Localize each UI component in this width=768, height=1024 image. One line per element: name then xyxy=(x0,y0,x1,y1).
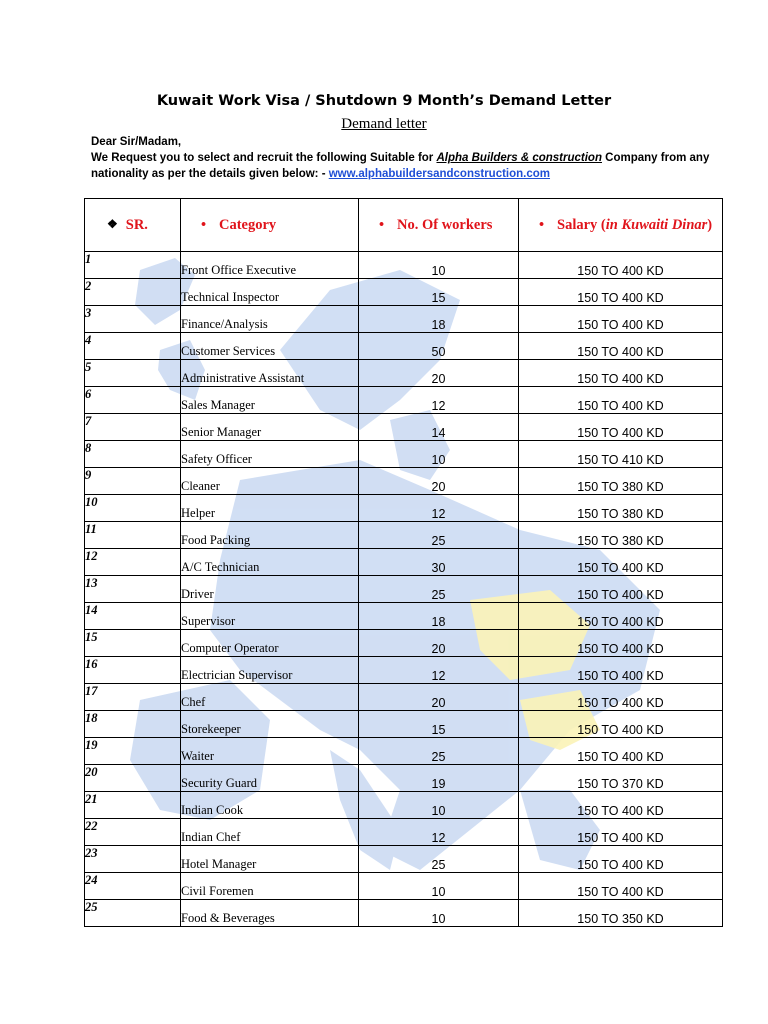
header-sr xyxy=(85,199,181,252)
row-sr: 10 xyxy=(85,495,181,522)
row-sr: 13 xyxy=(85,576,181,603)
row-salary: 150 TO 370 KD xyxy=(519,765,723,792)
row-workers: 12 xyxy=(359,495,519,522)
salary-italic: in Kuwaiti Dinar xyxy=(605,216,708,233)
row-category: Cleaner xyxy=(181,468,359,495)
row-workers: 15 xyxy=(359,279,519,306)
table-body xyxy=(85,252,723,927)
row-workers: 18 xyxy=(359,603,519,630)
request-line-1 xyxy=(91,150,731,166)
table-row xyxy=(85,738,723,765)
table-row xyxy=(85,441,723,468)
row-workers: 18 xyxy=(359,306,519,333)
table-row xyxy=(85,495,723,522)
row-sr: 3 xyxy=(85,306,181,333)
intro-paragraph xyxy=(91,134,731,182)
header-category-label: Category xyxy=(219,216,277,233)
row-workers: 12 xyxy=(359,387,519,414)
row-salary: 150 TO 400 KD xyxy=(519,360,723,387)
row-salary: 150 TO 410 KD xyxy=(519,441,723,468)
header-salary-label xyxy=(557,217,712,234)
row-sr: 6 xyxy=(85,387,181,414)
row-salary: 150 TO 400 KD xyxy=(519,252,723,279)
table-row xyxy=(85,333,723,360)
row-salary: 150 TO 400 KD xyxy=(519,576,723,603)
row-sr: 12 xyxy=(85,549,181,576)
page-title: Kuwait Work Visa / Shutdown 9 Month’s Demand Letter xyxy=(156,93,612,109)
row-category: Customer Services xyxy=(181,333,359,360)
row-category: Finance/Analysis xyxy=(181,306,359,333)
row-salary: 150 TO 400 KD xyxy=(519,603,723,630)
row-salary: 150 TO 400 KD xyxy=(519,414,723,441)
website-link[interactable]: www.alphabuildersandconstruction.com xyxy=(328,168,551,180)
table-row xyxy=(85,414,723,441)
row-sr: 18 xyxy=(85,711,181,738)
table-row xyxy=(85,846,723,873)
row-workers: 25 xyxy=(359,522,519,549)
row-category: Security Guard xyxy=(181,765,359,792)
row-sr: 14 xyxy=(85,603,181,630)
row-salary: 150 TO 400 KD xyxy=(519,387,723,414)
table-row xyxy=(85,549,723,576)
row-category: Indian Chef xyxy=(181,819,359,846)
table-row xyxy=(85,900,723,927)
row-sr: 8 xyxy=(85,441,181,468)
row-salary: 150 TO 380 KD xyxy=(519,522,723,549)
row-category: Electrician Supervisor xyxy=(181,657,359,684)
header-category xyxy=(181,199,359,252)
row-workers: 15 xyxy=(359,711,519,738)
row-workers: 10 xyxy=(359,873,519,900)
row-workers: 10 xyxy=(359,792,519,819)
row-sr: 25 xyxy=(85,900,181,927)
row-category: Waiter xyxy=(181,738,359,765)
header-sr-label: SR. xyxy=(125,216,148,233)
row-salary: 150 TO 400 KD xyxy=(519,873,723,900)
row-sr: 4 xyxy=(85,333,181,360)
table-row xyxy=(85,765,723,792)
row-salary: 150 TO 400 KD xyxy=(519,819,723,846)
row-workers: 14 xyxy=(359,414,519,441)
row-sr: 19 xyxy=(85,738,181,765)
row-salary: 150 TO 400 KD xyxy=(519,279,723,306)
table-row xyxy=(85,819,723,846)
row-workers: 10 xyxy=(359,441,519,468)
row-salary: 150 TO 380 KD xyxy=(519,495,723,522)
row-sr: 9 xyxy=(85,468,181,495)
row-salary: 150 TO 400 KD xyxy=(519,306,723,333)
row-category: Indian Cook xyxy=(181,792,359,819)
bullet-icon: • xyxy=(539,216,545,233)
row-salary: 150 TO 380 KD xyxy=(519,468,723,495)
row-salary: 150 TO 400 KD xyxy=(519,630,723,657)
row-category: Sales Manager xyxy=(181,387,359,414)
table-row xyxy=(85,576,723,603)
row-workers: 12 xyxy=(359,819,519,846)
request-suffix: Company from any xyxy=(601,152,710,164)
row-sr: 24 xyxy=(85,873,181,900)
table-row xyxy=(85,306,723,333)
row-sr: 16 xyxy=(85,657,181,684)
salary-prefix: Salary ( xyxy=(557,216,606,233)
row-sr: 1 xyxy=(85,252,181,279)
table-row xyxy=(85,387,723,414)
table-row xyxy=(85,468,723,495)
row-category: Food & Beverages xyxy=(181,900,359,927)
row-category: Hotel Manager xyxy=(181,846,359,873)
table-row xyxy=(85,603,723,630)
row-sr: 15 xyxy=(85,630,181,657)
row-category: Supervisor xyxy=(181,603,359,630)
row-salary: 150 TO 400 KD xyxy=(519,792,723,819)
salary-suffix: ) xyxy=(707,216,713,233)
table-row xyxy=(85,279,723,306)
row-workers: 30 xyxy=(359,549,519,576)
table-header-row xyxy=(85,199,723,252)
row-workers: 20 xyxy=(359,684,519,711)
row-workers: 20 xyxy=(359,360,519,387)
company-name: Alpha Builders & construction xyxy=(436,152,602,164)
request-prefix: We Request you to select and recruit the following Suitable for xyxy=(91,152,437,164)
row-sr: 7 xyxy=(85,414,181,441)
row-salary: 150 TO 400 KD xyxy=(519,657,723,684)
row-salary: 150 TO 350 KD xyxy=(519,900,723,927)
row-workers: 10 xyxy=(359,252,519,279)
row-category: Helper xyxy=(181,495,359,522)
row-sr: 2 xyxy=(85,279,181,306)
row-category: Chef xyxy=(181,684,359,711)
table-row xyxy=(85,873,723,900)
row-category: Driver xyxy=(181,576,359,603)
row-salary: 150 TO 400 KD xyxy=(519,846,723,873)
row-category: Food Packing xyxy=(181,522,359,549)
row-sr: 20 xyxy=(85,765,181,792)
row-category: Senior Manager xyxy=(181,414,359,441)
row-workers: 25 xyxy=(359,738,519,765)
row-salary: 150 TO 400 KD xyxy=(519,549,723,576)
row-workers: 25 xyxy=(359,576,519,603)
row-salary: 150 TO 400 KD xyxy=(519,711,723,738)
row-category: Safety Officer xyxy=(181,441,359,468)
row-sr: 5 xyxy=(85,360,181,387)
table-row xyxy=(85,684,723,711)
row-category: A/C Technician xyxy=(181,549,359,576)
row-workers: 20 xyxy=(359,468,519,495)
header-workers xyxy=(359,199,519,252)
page-subtitle: Demand letter xyxy=(341,116,427,132)
diamond-bullet-icon: ❖ xyxy=(107,216,118,231)
row-workers: 20 xyxy=(359,630,519,657)
request-line-2 xyxy=(91,166,731,182)
row-salary: 150 TO 400 KD xyxy=(519,738,723,765)
table-row xyxy=(85,792,723,819)
table-row xyxy=(85,522,723,549)
table-row xyxy=(85,252,723,279)
row-sr: 11 xyxy=(85,522,181,549)
row-salary: 150 TO 400 KD xyxy=(519,333,723,360)
row-category: Computer Operator xyxy=(181,630,359,657)
row-workers: 25 xyxy=(359,846,519,873)
row-sr: 22 xyxy=(85,819,181,846)
demand-table xyxy=(84,198,723,927)
header-salary xyxy=(519,199,723,252)
row-category: Civil Foremen xyxy=(181,873,359,900)
table-row xyxy=(85,711,723,738)
line2-prefix: nationality as per the details given below: - xyxy=(91,168,329,180)
row-category: Technical Inspector xyxy=(181,279,359,306)
row-workers: 12 xyxy=(359,657,519,684)
row-salary: 150 TO 400 KD xyxy=(519,684,723,711)
row-category: Front Office Executive xyxy=(181,252,359,279)
table-row xyxy=(85,657,723,684)
row-category: Storekeeper xyxy=(181,711,359,738)
row-workers: 50 xyxy=(359,333,519,360)
table-row xyxy=(85,630,723,657)
bullet-icon: • xyxy=(201,216,207,233)
row-workers: 10 xyxy=(359,900,519,927)
bullet-icon: • xyxy=(379,216,385,233)
row-category: Administrative Assistant xyxy=(181,360,359,387)
row-workers: 19 xyxy=(359,765,519,792)
row-sr: 21 xyxy=(85,792,181,819)
header-workers-label: No. Of workers xyxy=(397,216,493,233)
greeting: Dear Sir/Madam, xyxy=(91,136,182,148)
table-row xyxy=(85,360,723,387)
row-sr: 17 xyxy=(85,684,181,711)
row-sr: 23 xyxy=(85,846,181,873)
